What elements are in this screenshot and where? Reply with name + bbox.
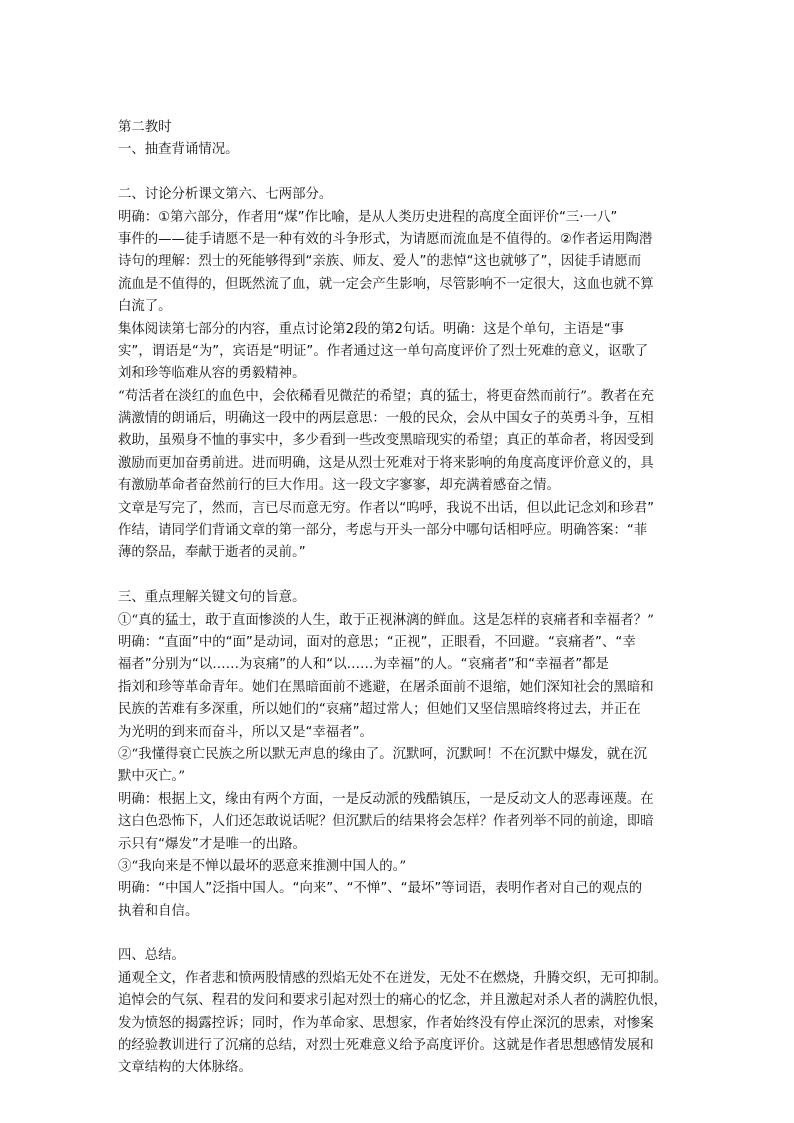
paragraph-line: 明确：“中国人”泛指中国人。“向来”、“不惮”、“最坏”等词语，表明作者对自己的观点的: [118, 881, 643, 897]
section-heading: 一、抽查背诵情况。: [118, 142, 239, 158]
paragraph-line: 满激情的朗诵后，明确这一段中的两层意思：一般的民众，会从中国女子的英勇斗争，互相: [118, 411, 654, 427]
paragraph-line: 薄的祭品，奉献于逝者的灵前。”: [118, 545, 306, 561]
paragraph-line: 明确：根据上文，缘由有两个方面，一是反动派的残酷镇压，一是反动文人的恶毒诬蔑。在: [118, 791, 654, 807]
paragraph-line: 激励而更加奋勇前进。进而明确，这是从烈士死难对于将来影响的角度高度评价意义的，具: [118, 455, 654, 471]
paragraph-line: 事件的——徒手请愿不是一种有效的斗争形式，为请愿而流血是不值得的。②作者运用陶潜: [118, 231, 653, 247]
paragraph-line: 明确：“直面”中的“面”是动词，面对的意思；“正视”，正眼看，不回避。“哀痛者”、“幸: [118, 634, 636, 650]
paragraph-line: 文章是写完了，然而，言已尽而意无穷。作者以“呜呼，我说不出话，但以此记念刘和珍君”: [118, 500, 655, 516]
blank-line: [118, 565, 683, 587]
paragraph-line: 福者”分别为“以……为哀痛”的人和“以……为幸福”的人。“哀痛者”和“幸福者”都是: [118, 657, 609, 673]
quote-line: ①“真的猛士，敢于直面惨淡的人生，敢于正视淋漓的鲜血。这是怎样的哀痛者和幸福者？”: [118, 612, 654, 628]
quote-line: “苟活者在淡红的血色中，会依稀看见微茫的希望；真的猛士，将更奋然而前行”。教者在充: [118, 388, 654, 404]
paragraph-line: 流血是不值得的，但既然流了血，就一定会产生影响，尽管影响不一定很大，这血也就不算: [118, 276, 654, 292]
paragraph-line: 刘和珍等临难从容的勇毅精神。: [118, 366, 306, 382]
paragraph-line: 通观全文，作者悲和愤两股情感的烈焰无处不在迸发，无处不在燃烧，升腾交织，无可抑制。: [118, 970, 668, 986]
paragraph-line: 追悼会的气氛、程君的发问和要求引起对烈士的痛心的忆念，并且激起对杀人者的满腔仇恨，: [118, 993, 668, 1009]
section-heading: 四、总结。: [118, 948, 185, 964]
blank-line: [118, 923, 683, 945]
quote-line: ②“我懂得衰亡民族之所以默无声息的缘由了。沉默呵，沉默呵！不在沉默中爆发，就在沉: [118, 746, 648, 762]
paragraph-line: 文章结构的大体脉络。: [118, 1060, 252, 1076]
paragraph-line: 民族的苦难有多深重，所以她们的“哀痛”超过常人；但她们又坚信黑暗终将过去，并正在: [118, 702, 641, 718]
paragraph-line: 作结，请同学们背诵文章的第一部分，考虑与开头一部分中哪句话相呼应。明确答案：“菲: [118, 523, 648, 539]
lesson-title: 第二教时: [118, 120, 172, 135]
paragraph-line: 集体阅读第七部分的内容，重点讨论第2段的第2句话。明确：这是个单句，主语是“事: [118, 321, 625, 337]
paragraph-line: 白流了。: [118, 299, 172, 315]
blank-line: [118, 162, 683, 184]
paragraph-line: 为光明的到来而奋斗，所以又是“幸福者”。: [118, 724, 373, 740]
quote-line: 默中灭亡。”: [118, 769, 186, 785]
paragraph-line: 这白色恐怖下，人们还怎敢说话呢？但沉默后的结果将会怎样？作者列举不同的前途，即暗: [118, 814, 654, 830]
paragraph-line: 救助，虽殒身不恤的事实中，多少看到一些改变黑暗现实的希望；真正的革命者，将因受到: [118, 433, 654, 449]
quote-line: ③“我向来是不惮以最坏的恶意来推测中国人的。”: [118, 858, 407, 874]
paragraph-line: 实”，谓语是“为”，宾语是“明证”。作者通过这一单句高度评价了烈士死难的意义，讴歌了: [118, 343, 649, 359]
paragraph-line: 诗句的理解：烈士的死能够得到“亲族、师友、爱人”的悲悼“这也就够了”，因徒手请愿而: [118, 254, 642, 270]
paragraph-line: 的经验教训进行了沉痛的总结，对烈士死难意义给予高度评价。这就是作者思想感情发展和: [118, 1038, 654, 1054]
section-heading: 二、讨论分析课文第六、七两部分。: [118, 187, 333, 203]
paragraph-line: 示只有“爆发”才是唯一的出路。: [118, 836, 306, 852]
section-heading: 三、重点理解关键文句的旨意。: [118, 590, 306, 606]
paragraph-line: 指刘和珍等革命青年。她们在黑暗面前不逃避，在屠杀面前不退缩，她们深知社会的黑暗和: [118, 679, 654, 695]
document-page: [118, 117, 683, 1080]
paragraph-line: 发为愤怒的揭露控诉；同时，作为革命家、思想家，作者始终没有停止深沉的思索，对惨案: [118, 1015, 654, 1031]
paragraph-line: 执着和自信。: [118, 903, 199, 919]
paragraph-line: 明确：①第六部分，作者用“煤”作比喻，是从人类历史进程的高度全面评价“三·一八”: [118, 209, 618, 225]
paragraph-line: 有激励革命者奋然前行的巨大作用。这一段文字寥寥，却充满着感奋之情。: [118, 478, 560, 494]
